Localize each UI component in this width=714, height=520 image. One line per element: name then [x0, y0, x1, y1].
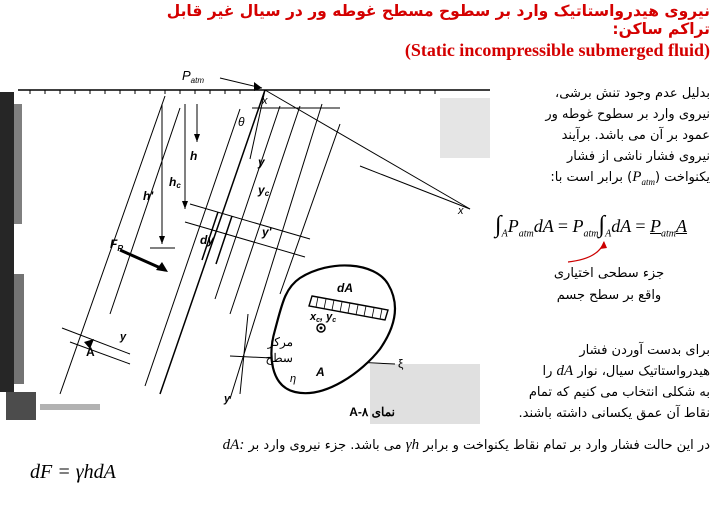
p2-line: به شکلی انتخاب می کنیم که تمام — [528, 385, 710, 400]
label-theta: θ — [238, 115, 245, 129]
p1-line: بدلیل عدم وجود تنش برشی، — [555, 86, 710, 101]
paragraph-shear — [498, 83, 710, 193]
label-da: dA — [337, 281, 353, 295]
label-centroid-2: سطح — [265, 351, 293, 365]
label-xcyc: xc, yc — [310, 311, 337, 324]
title-english: (Static incompressible submerged fluid) — [404, 40, 710, 60]
figure-caption: نمای ۸-A — [349, 405, 395, 419]
label-patm: $P_{atm}$ — [182, 68, 205, 85]
paragraph-strip — [480, 340, 710, 424]
label-yc: yc — [258, 183, 270, 198]
label-yprime: y' — [262, 225, 272, 239]
annotation-note — [524, 263, 694, 307]
p1-line-last: یکنواخت $(P_{atm})$ برابر است با: — [550, 169, 710, 187]
label-y-bottom: y — [224, 393, 231, 405]
p1-line: عمود بر آن می باشد. برآیند — [561, 128, 710, 143]
label-hc: hc — [169, 175, 181, 190]
p1-line: نیروی فشار ناشی از فشار — [567, 149, 710, 164]
label-xi: ξ — [398, 357, 404, 371]
p2-line: هیدرواستاتیک سیال، نوار dA را — [542, 363, 710, 379]
bottom-statement: در این حالت فشار وارد بر تمام نقاط یکنواخت و برابر γh می باشد. جزء نیروی وارد بر dA: — [222, 437, 710, 453]
patm-symbol: $P_{atm}$ — [632, 169, 655, 187]
note-line: جزء سطحی اختیاری — [553, 266, 665, 281]
p1-line: نیروی وارد بر سطوح غوطه ور — [545, 107, 710, 122]
title-persian: نیروی هیدرواستاتیک وارد بر سطوح مسطح غوطه ور در سیال غیر قابل تراکم ساکن: — [166, 2, 710, 38]
equation-df: dF = γhdA — [30, 461, 116, 483]
p2-line: نقاط آن عمق یکسانی داشته باشند. — [518, 406, 710, 421]
label-dy: dy — [200, 233, 215, 247]
label-x-axis: x — [458, 205, 464, 217]
note-line: واقع بر سطح جسم — [556, 288, 662, 303]
scan-noise — [0, 92, 490, 424]
label-y: y — [258, 155, 265, 169]
label-A-blob: A — [316, 365, 325, 379]
equation-main: $\int_AP_{atm}dA = P_{atm}\int_AdA = P_{atm}A$ — [495, 212, 688, 240]
label-fr: $F_R$ — [110, 237, 124, 253]
label-x-top: x — [262, 95, 268, 107]
label-hprime: h' — [143, 189, 154, 203]
label-centroid-1: مرکز — [267, 335, 293, 349]
label-eta: η — [290, 373, 297, 385]
p2-line: برای بدست آوردن فشار — [579, 343, 710, 358]
hydrostatic-figure — [0, 64, 500, 434]
label-h: h — [190, 149, 198, 163]
label-A-marker: A — [86, 345, 95, 359]
label-y-left: y — [120, 331, 127, 343]
